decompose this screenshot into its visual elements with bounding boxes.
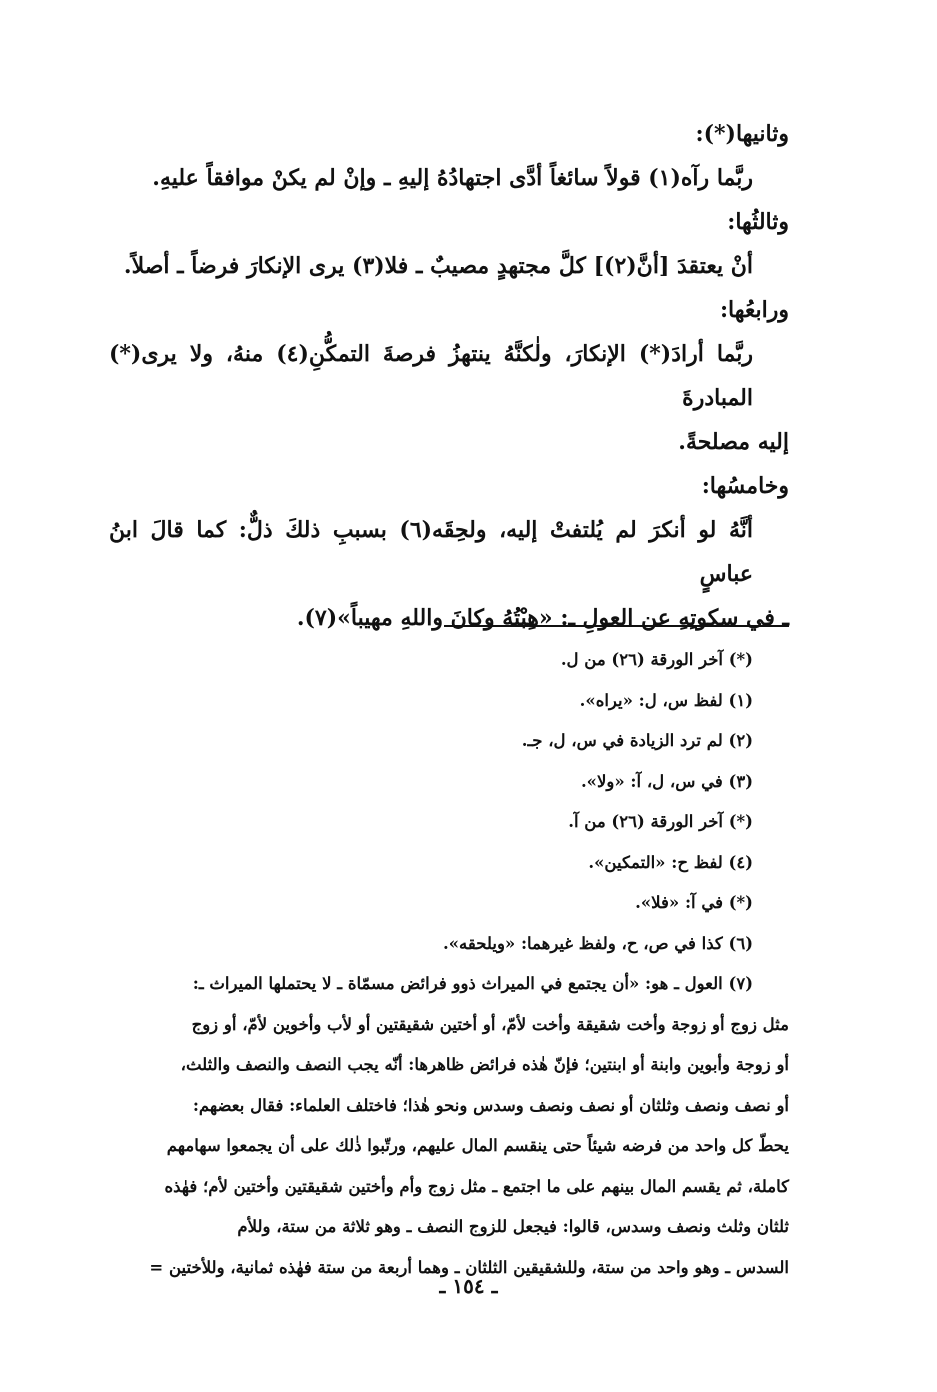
footnote-6: (٦) كذا في ص، ح، ولفظ غيرهما: «ويلحقه». [442,933,753,953]
footnote-separator [444,625,789,627]
footnote-7-line-2: مثل زوج أو زوجة وأخت شقيقة وأخت لأمّ، أو أختين شقيقتين أو لأب وأخوين لأمّ، أو زوج [191,1014,789,1034]
footnote-7-line-7: ثلثان وثلث ونصف وسدس، قالوا: فيجعل للزوج النصف ـ وهو ثلاثة من ستة، وللأم [237,1217,789,1236]
footnote-7-line-3: أو زوجة وأبوين وابنة أو ابنتين؛ فإنّ هٰذه فرائض ظاهرها: أنّه يجب النصف والنصف والثلث، [180,1055,789,1074]
paragraph-second: ربَّما رآه(١) قولاً سائغاً أدَّى اجتهادُهُ إليهِ ـ وإنْ لم يكنْ موافقاً عليهِ. [152,165,753,191]
footnote-7-line-4: أو نصف ونصف وثلثان أو نصف ونصف وسدس ونحو هٰذا؛ فاختلف العلماء: فقال بعضهم: [192,1095,789,1115]
paragraph-fourth-line-2: إليه مصلحةً. [678,429,789,455]
paragraph-fifth-line-2: ـ في سكوتِهِ عن العولِ ـ: «هِبْتُهُ وكانَ واللهِ مهيباً»(٧). [296,605,789,631]
paragraph-fifth [109,508,789,640]
page-number: ـ ١٥٤ ـ [439,1274,498,1298]
footnote-7-line-6: كاملة، ثم يقسم المال بينهم على ما اجتمع ـ مثل زوج وأم وأختين شقيقتين وأختين لأم؛ فهٰذه [164,1176,789,1196]
footnotes [109,640,789,1288]
paragraph-fifth-line-1: أنَّهُ لو أنكرَ لم يُلتفتْ إليه، ولحِقَه(٦) بسببِ ذلكَ ذلٌّ: كما قالَ ابنُ عباسٍ [109,517,753,587]
paragraph-fourth [109,332,789,464]
paragraph-fourth-line-1: ربَّما أرادَ(*) الإنكارَ، ولٰكنَّهُ ينتهزُ فرصةَ التمكُّنِ(٤) منهُ، ولا يرى(*) المبادرةَ [109,341,753,411]
paragraph-third: أنْ يعتقدَ [أنَّ(٢)] كلَّ مجتهدٍ مصيبٌ ـ فلا(٣) يرى الإنكارَ فرضاً ـ أصلاً. [123,253,753,279]
footnote-7-line-8: السدس ـ وهو واحد من ستة، وللشقيقين الثلثان ـ وهما أربعة من ستة فهٰذه ثمانية، وللأختين = [149,1257,789,1277]
footnote-star-1: (*) آخر الورقة (٢٦) من ل. [560,650,753,669]
footnote-star-2: (*) آخر الورقة (٢٦) من آ. [568,812,753,831]
section-heading-third: وثالثُها: [727,209,789,235]
section-heading-second: وثانيها(*): [695,121,789,147]
section-heading-fifth: وخامسُها: [701,473,789,499]
footnote-5: (*) في آ: «فلا». [635,893,753,912]
section-heading-fourth: ورابعُها: [719,297,789,323]
footnote-1: (١) لفظ س، ل: «يراه». [579,690,753,710]
footnote-4: (٤) لفظ ح: «التمكين». [588,852,753,872]
footnote-2: (٢) لم ترد الزيادة في س، ل، جـ. [521,731,753,750]
footnote-7-line-5: يحطّ كل واحد من فرضه شيئاً حتى ينقسم المال عليهم، ورتّبوا ذٰلك على أن يجمعوا سهامهم [166,1136,789,1155]
footnote-3: (٣) في س، ل، آ: «ولا». [580,771,753,791]
footnote-7-line-1: (٧) العول ـ هو: «أن يجتمع في الميراث ذوو فرائض مسمّاة ـ لا يحتملها الميراث ـ: [192,974,753,993]
main-text [109,112,789,640]
